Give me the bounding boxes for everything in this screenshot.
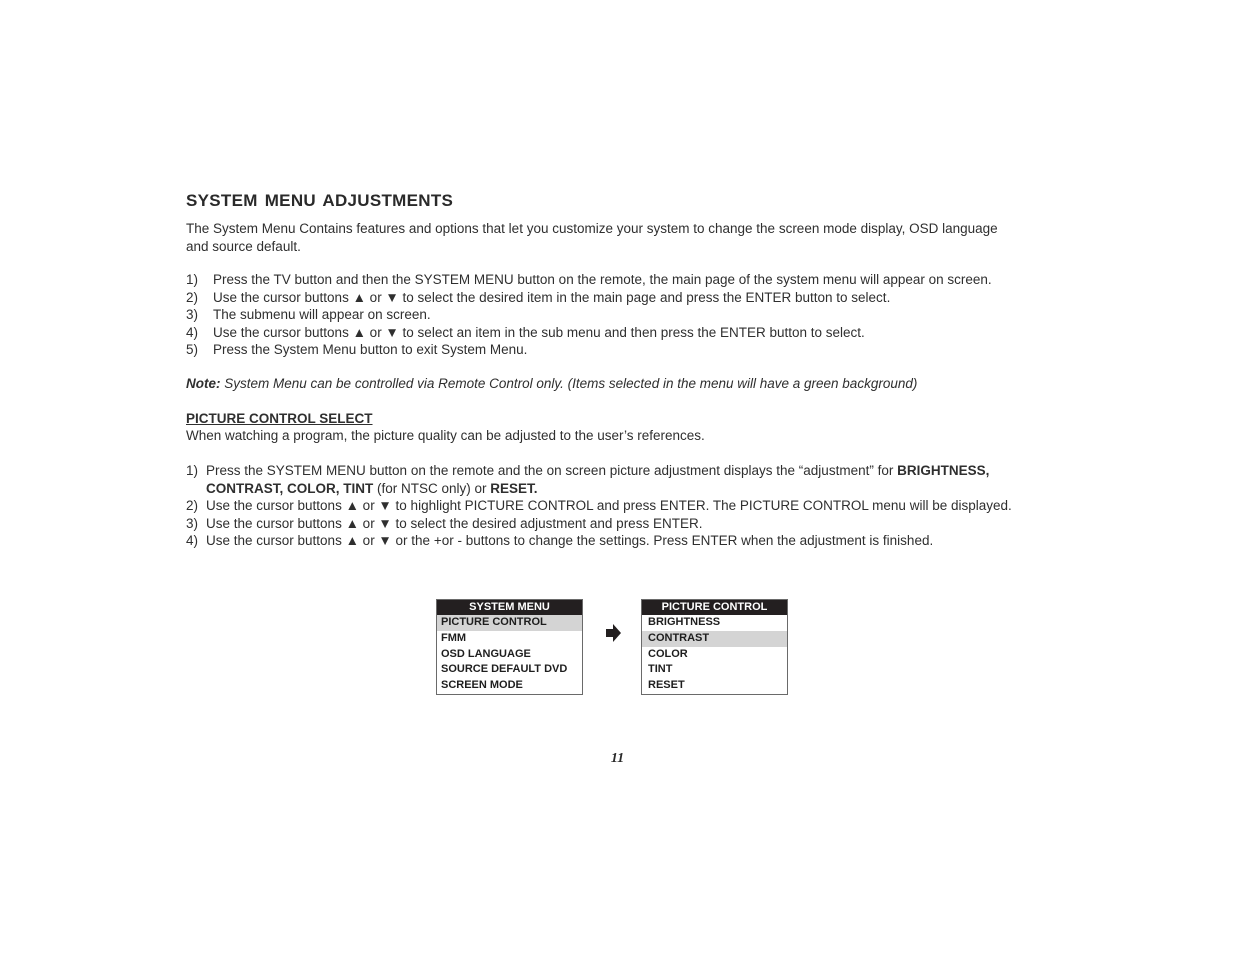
step-number: 1)	[186, 463, 199, 478]
step-text	[206, 480, 538, 498]
menu-item-color: COLOR	[648, 647, 688, 660]
section-intro: When watching a program, the picture quality can be adjusted to the user’s references.	[186, 428, 705, 443]
right-arrow-icon	[605, 623, 622, 643]
step-number: 4)	[186, 324, 199, 340]
step-bold-part: BRIGHTNESS,	[897, 463, 990, 478]
intro-paragraph	[186, 220, 998, 255]
menu-item-source-default: SOURCE DEFAULT DVD	[441, 663, 568, 676]
menu-item-brightness: BRIGHTNESS	[648, 616, 721, 628]
step-text: The submenu will appear on screen.	[213, 307, 431, 322]
step-number: 4)	[186, 533, 199, 548]
menu-item-tint: TINT	[648, 663, 673, 676]
menu-item-osd-language: OSD LANGUAGE	[441, 647, 531, 660]
section-heading: PICTURE CONTROL SELECT	[186, 411, 373, 426]
step-bold-part: CONTRAST, COLOR, TINT	[206, 480, 374, 496]
step-text: Use the cursor buttons ▲ or ▼ to select an item in the sub menu and then press the ENTER button to select.	[213, 324, 865, 340]
step-text	[206, 462, 989, 480]
system-menu-box	[436, 599, 583, 695]
note-body: System Menu can be controlled via Remote Control only. (Items selected in the menu will have a green background)	[220, 376, 918, 391]
step-number: 2)	[186, 289, 199, 305]
step-text: Press the TV button and then the SYSTEM MENU button on the remote, the main page of the system menu will appear on screen.	[213, 272, 992, 287]
intro-line-1: The System Menu Contains features and options that let you customize your system to change the screen mode display, OSD language	[186, 221, 998, 236]
menu-title: SYSTEM MENU	[437, 600, 582, 615]
picture-control-menu-box	[641, 599, 788, 695]
step-text: Use the cursor buttons ▲ or ▼ to select the desired item in the main page and press the ENTER button to select.	[213, 289, 891, 305]
step-number: 3)	[186, 515, 199, 531]
step-text-part: (for NTSC only) or	[373, 480, 491, 496]
menu-title: PICTURE CONTROL	[642, 600, 787, 615]
step-text: Use the cursor buttons ▲ or ▼ to highlight PICTURE CONTROL and press ENTER. The PICTURE CONTROL menu will be displayed.	[206, 498, 1012, 513]
menu-item-fmm: FMM	[441, 631, 467, 644]
step-number: 3)	[186, 307, 199, 322]
menu-item-reset: RESET	[648, 679, 685, 692]
page-title: SYSTEM MENU ADJUSTMENTS	[186, 191, 454, 210]
step-text: Press the System Menu button to exit System Menu.	[213, 342, 528, 357]
step-number: 5)	[186, 342, 199, 357]
menu-item-contrast: CONTRAST	[642, 631, 787, 647]
step-number: 1)	[186, 272, 199, 287]
menu-item-picture-control: PICTURE CONTROL	[437, 615, 582, 631]
intro-line-2: and source default.	[186, 238, 301, 254]
step-bold-part: RESET.	[490, 480, 538, 496]
step-number: 2)	[186, 498, 199, 513]
note-label: Note:	[186, 376, 221, 391]
page-number: 11	[610, 751, 625, 766]
menu-item-screen-mode: SCREEN MODE	[441, 679, 523, 692]
step-text: Use the cursor buttons ▲ or ▼ to select the desired adjustment and press ENTER.	[206, 515, 703, 531]
step-text-part: Press the SYSTEM MENU button on the remote and the on screen picture adjustment displays the “adjustment” for	[206, 463, 898, 478]
step-text: Use the cursor buttons ▲ or ▼ or the +or - buttons to change the settings. Press ENTER when the adjustment is finished.	[206, 533, 934, 548]
note-text	[186, 375, 917, 393]
